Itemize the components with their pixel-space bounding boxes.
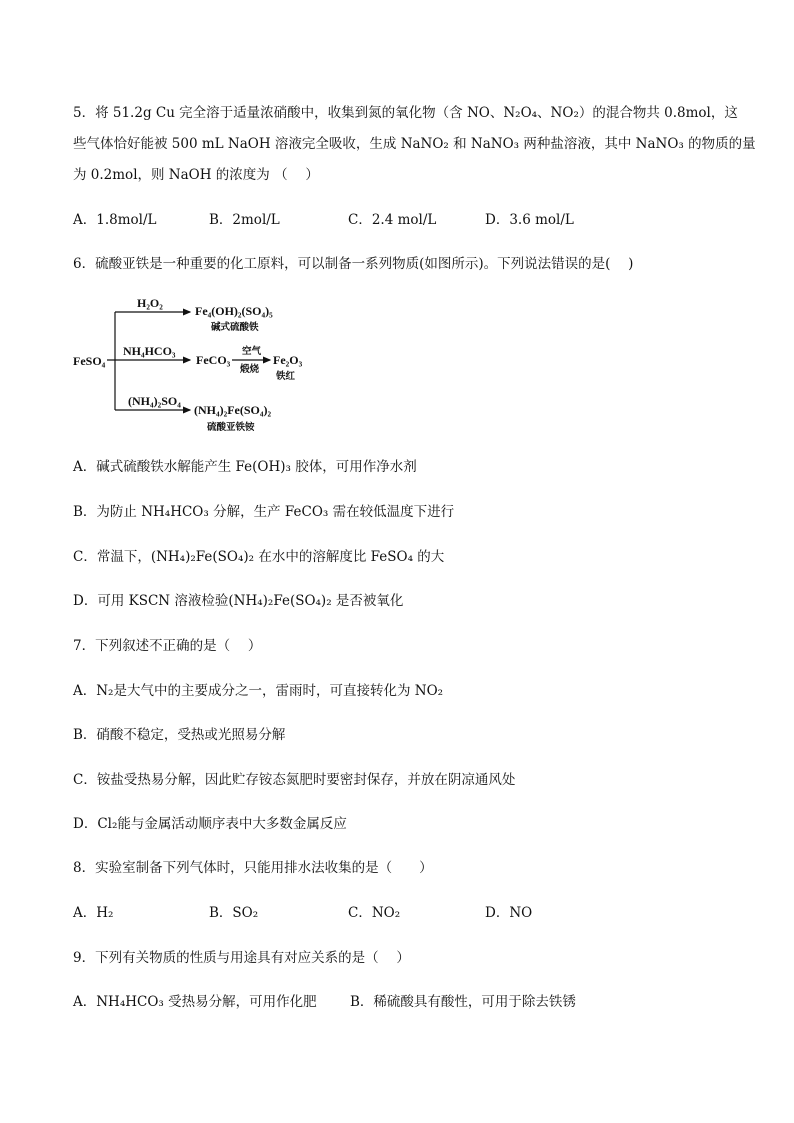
q9-stem: 9．下列有关物质的性质与用途具有对应关系的是（ ） (73, 950, 410, 966)
diagram-product-basic-ferric-sulfate: Fe₄(OH)₂(SO₄)₅ (195, 304, 273, 318)
diagram-condition-air: 空气 (242, 346, 262, 357)
q6-option-d: D．可用 KSCN 溶液检验(NH₄)₂Fe(SO₄)₂ 是否被氧化 (73, 593, 404, 609)
q5-stem-line2: 些气体恰好能被 500 mL NaOH 溶液完全吸收，生成 NaNO₂ 和 NaNO₃ 两种盐溶液，其中 NaNO₃ 的物质的量 (73, 136, 756, 152)
q8-stem: 8．实验室制备下列气体时，只能用排水法收集的是（ ） (73, 860, 433, 876)
q8-option-c: C．NO₂ (348, 905, 401, 921)
diagram-product1-name: 碱式硫酸铁 (211, 322, 259, 333)
q5-option-a: A．1.8mol/L (73, 212, 157, 228)
q5-option-b: B．2mol/L (209, 212, 280, 228)
diagram-reagent-nh42so4: (NH₄)₂SO₄ (128, 394, 181, 408)
diagram-product4-name: 硫酸亚铁铵 (207, 422, 255, 433)
q6-option-b: B．为防止 NH₄HCO₃ 分解，生产 FeCO₃ 需在较低温度下进行 (73, 504, 455, 520)
diagram-condition-calcine: 煅烧 (240, 364, 260, 375)
diagram-product-fe2o3: Fe₂O₃ (273, 353, 303, 367)
q8-option-d: D．NO (485, 905, 533, 921)
q7-option-a: A．N₂是大气中的主要成分之一，雷雨时，可直接转化为 NO₂ (73, 683, 444, 699)
diagram-reagent-nh4hco3: NH₄HCO₃ (123, 344, 176, 358)
diagram-product3-name: 铁红 (276, 371, 296, 382)
q8-option-b: B．SO₂ (209, 905, 259, 921)
q5-stem-line1: 5．将 51.2g Cu 完全溶于适量浓硝酸中，收集到氮的氧化物（含 NO、N₂O₄、NO₂）的混合物共 0.8mol，这 (73, 105, 738, 121)
diagram-reagent-h2o2: H₂O₂ (137, 296, 163, 310)
q7-option-b: B．硝酸不稳定，受热或光照易分解 (73, 727, 286, 743)
q7-stem: 7．下列叙述不正确的是（ ） (73, 638, 262, 654)
q6-option-a: A．碱式硫酸铁水解能产生 Fe(OH)₃ 胶体，可用作净水剂 (73, 459, 417, 475)
q6-option-c: C．常温下，(NH₄)₂Fe(SO₄)₂ 在水中的溶解度比 FeSO₄ 的大 (73, 549, 445, 565)
diagram-start-feso4: FeSO₄ (73, 354, 106, 368)
q9-option-a: A．NH₄HCO₃ 受热易分解，可用作化肥 (73, 994, 317, 1010)
q5-stem-line3: 为 0.2mol，则 NaOH 的浓度为 （ ） (73, 167, 319, 183)
diagram-product-ammonium-ferrous-sulfate: (NH₄)₂Fe(SO₄)₂ (194, 403, 272, 417)
q5-option-c: C．2.4 mol/L (348, 212, 437, 228)
q8-option-a: A．H₂ (73, 905, 114, 921)
q5-option-d: D．3.6 mol/L (485, 212, 574, 228)
q9-option-b: B．稀硫酸具有酸性，可用于除去铁锈 (350, 994, 576, 1010)
q7-option-c: C．铵盐受热易分解，因此贮存铵态氮肥时要密封保存，并放在阴凉通风处 (73, 772, 516, 788)
q6-stem: 6．硫酸亚铁是一种重要的化工原料，可以制备一系列物质(如图所示)。下列说法错误的是( ) (73, 256, 634, 272)
diagram-product-feco3: FeCO₃ (196, 353, 231, 367)
q7-option-d: D．Cl₂能与金属活动顺序表中大多数金属反应 (73, 816, 347, 832)
